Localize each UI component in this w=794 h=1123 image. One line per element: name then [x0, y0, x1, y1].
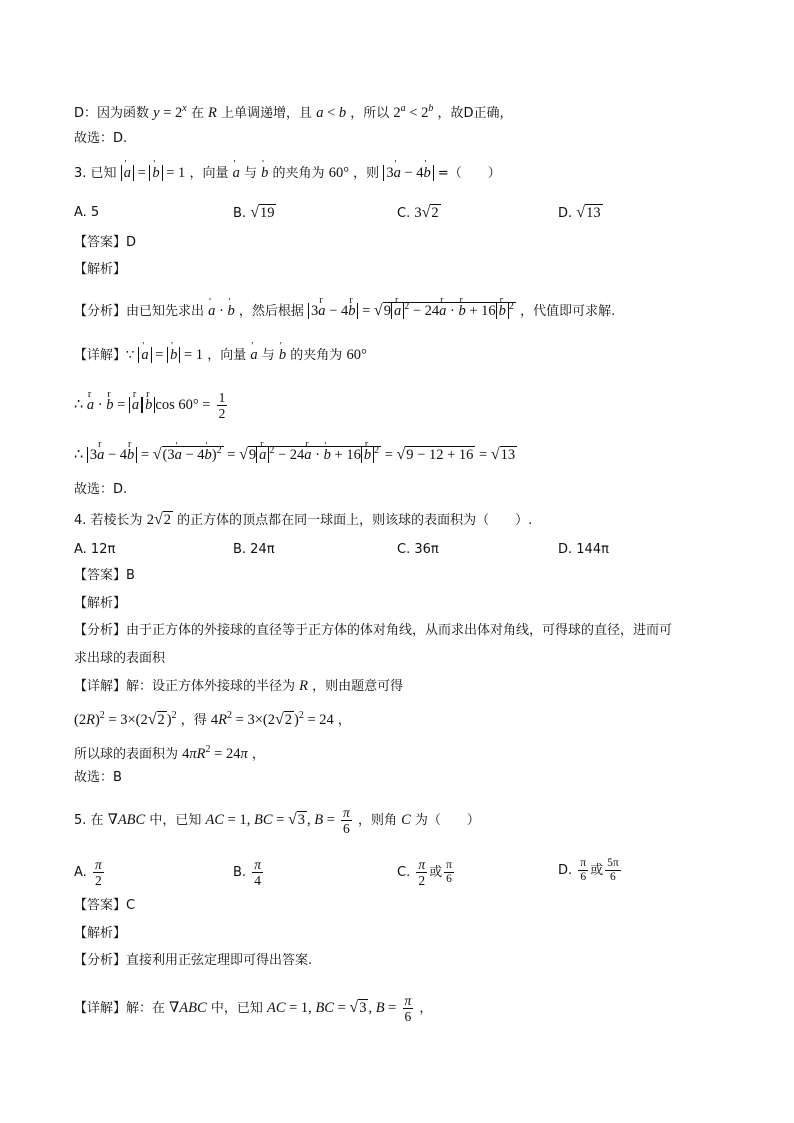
text: A. [74, 865, 87, 880]
question-5-stem [74, 805, 480, 836]
formula: 60° [346, 347, 367, 363]
text: 中，已知 [149, 813, 202, 828]
q4-xiangjie [74, 677, 403, 696]
text: 或 [590, 863, 604, 878]
text: 4. 若棱长为 [74, 513, 143, 528]
q4-choose: 故选：B [74, 770, 122, 785]
formula: $2^a < 2^b$ [393, 103, 434, 121]
formula: $4R^2 = 3\times(2√2$ )$^2$ = 24 [210, 710, 334, 728]
text: D. [558, 206, 573, 221]
q3-xiangjie [74, 346, 367, 365]
q3-option-d [558, 204, 603, 223]
q4-option-a: A. 12π [74, 542, 116, 557]
q4-fenxi-2: 求出球的表面积 [74, 651, 166, 666]
formula: C [401, 812, 411, 828]
formula: ' b [261, 165, 268, 181]
q5-option-d [558, 857, 623, 884]
punct: ， [419, 1001, 433, 1016]
fraction: $\frac{1}{2}$ [218, 390, 226, 421]
formula: ' b [279, 347, 286, 363]
formula: ' a = ' b = 1 [121, 165, 186, 181]
text: 【详解】解：在 [74, 1001, 166, 1016]
q3-analysis-label: 【解析】 [74, 262, 127, 277]
q5-answer: 【答案】C [74, 898, 136, 913]
fraction: $\frac{\pi}{6}$ [343, 805, 350, 836]
formula: ' a [233, 165, 240, 181]
formula: √19 [250, 204, 275, 221]
text: 【分析】由已知先求出 [74, 303, 205, 319]
text: 的夹角为 [272, 166, 325, 181]
text: ，所以 [350, 105, 390, 121]
formula: R [208, 104, 217, 121]
text: 【详解】∵ [74, 348, 135, 363]
formula: ∴ r a · r b = r ar b cos 60° = [74, 397, 210, 413]
question-4-stem [74, 511, 532, 530]
formula: $4\pi R^2 = 24\pi$ [182, 744, 248, 762]
punct: ， [337, 712, 351, 728]
q3-choose: 故选：D. [74, 482, 128, 497]
q3-step-2 [74, 442, 517, 465]
q3-option-b [233, 204, 276, 223]
text: 上单调递增，且 [221, 105, 313, 121]
text: ，故D正确， [437, 105, 513, 121]
q3-step-1 [74, 390, 229, 421]
text: 的正方体的顶点都在同一球面上，则该球的表面积为（ ）. [177, 513, 533, 528]
formula: AC = 1, BC = √3 , B = [266, 999, 397, 1016]
formula: 3' a − 4' b [383, 165, 433, 181]
q5-option-b [233, 857, 265, 888]
text: 或 [429, 865, 443, 880]
q3-option-c [397, 204, 441, 223]
q4-option-c: C. 36π [397, 542, 439, 557]
text: ，向量 [207, 348, 247, 363]
formula: 2√2 [146, 511, 171, 528]
fraction: $\frac{\pi}{6}$ [446, 859, 452, 885]
text: 的夹角为 [290, 348, 343, 363]
fraction: $\frac{5\pi}{6}$ [607, 857, 619, 883]
question-3-stem [74, 164, 501, 183]
q3-fenxi [74, 298, 615, 321]
q4-step-2 [74, 741, 265, 764]
formula: $(2R)^2 = 3\times(2√2$ )$^2$ [74, 710, 177, 728]
text: 3. 已知 [74, 166, 117, 181]
text: 在 [190, 105, 204, 121]
text: =（ ） [437, 166, 501, 181]
fraction: $\frac{\pi}{2}$ [418, 857, 426, 888]
text: 与 [261, 348, 275, 363]
text: 5. 在 [74, 813, 104, 828]
text: 所以球的表面积为 [74, 746, 179, 762]
text: C. [397, 865, 411, 880]
formula: ∇ABC [107, 812, 146, 828]
choose-line: 故选：D. [74, 131, 128, 146]
fraction: $\frac{\pi}{2}$ [94, 857, 102, 888]
formula: ∴ 3r a − 4r b = √(3' a − 4' b)$^2$ = √9r a $^2$ − 24r a · ' b + 16r b $^2$ = √9 − 12 + 16 = √13 [74, 447, 517, 463]
q3-answer: 【答案】D [74, 235, 137, 250]
q5-option-c [397, 857, 456, 888]
fraction: $\frac{\pi}{6}$ [580, 857, 587, 883]
formula: 60° [328, 165, 350, 181]
text: B. [233, 865, 247, 880]
q4-option-d: D. 144π [558, 542, 609, 557]
text: ，得 [180, 712, 207, 728]
option-d-explanation [74, 100, 513, 123]
text: 中，已知 [210, 1001, 263, 1016]
text: 【详解】解：设正方体外接球的半径为 [74, 679, 296, 694]
formula: 3r a − 4r b = √9r a $^2$ − 24r a · r b + 16r b $^2$ [308, 303, 516, 319]
text: ，代值即可求解. [520, 303, 616, 319]
q5-option-a [74, 857, 106, 888]
fraction: $\frac{\pi}{4}$ [254, 857, 261, 888]
text: ，然后根据 [238, 303, 304, 319]
punct: ， [251, 746, 265, 762]
text: ，则 [353, 166, 380, 181]
text: ，向量 [189, 166, 229, 181]
formula: 3√2 [414, 204, 439, 221]
text: D. [558, 863, 573, 878]
q4-fenxi-1: 【分析】由于正方体的外接球的直径等于正方体的体对角线，从而求出体对角线，可得球的直径，进而可 [74, 623, 673, 638]
formula: AC = 1, BC = √3 , B = [205, 811, 335, 828]
q5-xiangjie [74, 993, 432, 1024]
fraction: $\frac{\pi}{6}$ [404, 993, 412, 1024]
formula: ∇ABC [169, 1000, 207, 1016]
text: 与 [244, 166, 258, 181]
q5-fenxi: 【分析】直接利用正弦定理即可得出答案. [74, 953, 313, 968]
text: B. [233, 206, 247, 221]
formula: ' a = ' b = 1 [138, 347, 203, 363]
text: ，则由题意可得 [312, 679, 404, 694]
q4-analysis-label: 【解析】 [74, 596, 127, 611]
q4-step-1 [74, 707, 351, 730]
q5-analysis-label: 【解析】 [74, 926, 127, 941]
text: C. [397, 206, 411, 221]
q4-option-b: B. 24π [233, 542, 275, 557]
q4-answer: 【答案】B [74, 568, 135, 583]
formula: ' a [250, 347, 257, 363]
formula: ' a · ' b [208, 303, 235, 319]
text: ，则角 [357, 813, 397, 828]
text: D：因为函数 [74, 105, 150, 121]
formula: R [299, 678, 309, 694]
formula: √13 [576, 204, 601, 221]
formula: a < b [316, 104, 347, 121]
formula: $y = 2^x$ [153, 103, 187, 121]
text: 为（ ） [414, 813, 480, 828]
q3-option-a: A. 5 [74, 205, 100, 220]
